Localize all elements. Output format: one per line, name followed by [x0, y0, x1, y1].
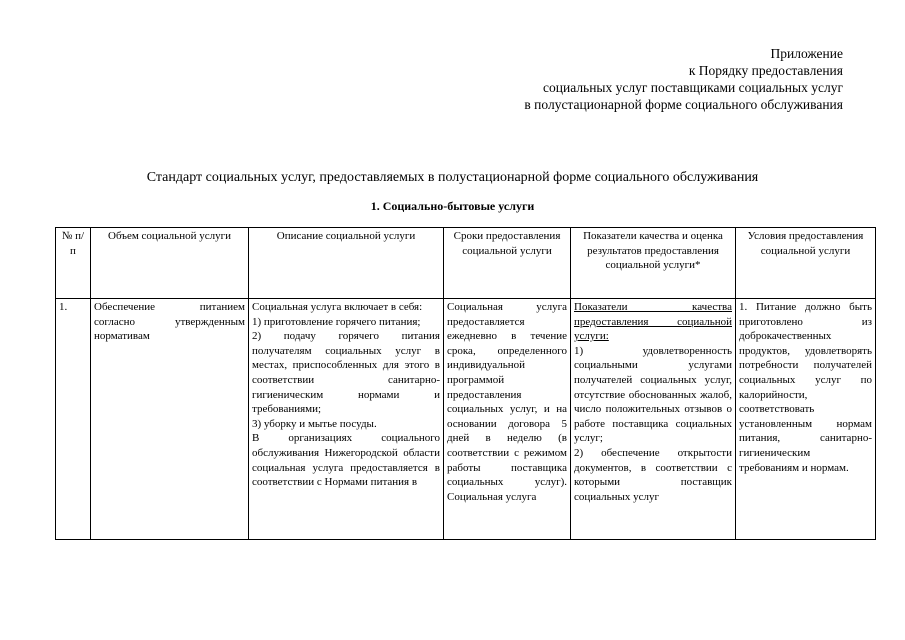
- description-line: 1) приготовление горячего питания;: [252, 315, 421, 328]
- cell-quality: [571, 299, 736, 540]
- description-line: 2) подачу горячего питания получателям социальных услуг в местах, приспособленных для этого в соответствии санитарно-гигиеническим нормами и требованиями;: [252, 330, 440, 416]
- cell-description: [249, 299, 444, 540]
- section-title: 1. Социально-бытовые услуги: [370, 199, 535, 213]
- header-terms: Сроки предоставления социальной услуги: [444, 228, 571, 299]
- standard-table: [55, 227, 876, 540]
- appendix-line: социальных услуг поставщиками социальных услуг: [543, 80, 843, 95]
- description-line: 3) уборку и мытье посуды.: [252, 417, 377, 430]
- document-title: Стандарт социальных услуг, предоставляемых в полустационарной форме социального обслуживания: [146, 170, 759, 185]
- header-description: Описание социальной услуги: [249, 228, 444, 299]
- table-row: [56, 299, 876, 540]
- appendix-line: к Порядку предоставления: [688, 63, 843, 78]
- table-header-row: [56, 228, 876, 299]
- header-quality: Показатели качества и оценка результатов предоставления социальной услуги*: [571, 228, 736, 299]
- quality-item: 1) удовлетворенность социальными услугами получателей социальных услуг, отсутствие обоснованных жалоб, число положительных отзывов о работе поставщика социальных услуг;: [574, 344, 732, 445]
- quality-item: 2) обеспечение открытости документов, в соответствии с которыми поставщик социальных услуг: [574, 446, 732, 503]
- header-num: № п/п: [56, 228, 91, 299]
- appendix-line: Приложение: [770, 46, 843, 61]
- header-conditions: Условия предоставления социальной услуги: [736, 228, 876, 299]
- cell-volume: Обеспечение питанием согласно утвержденным нормативам: [91, 299, 249, 540]
- description-line: В организациях социального обслуживания Нижегородской области социальная услуга предоставляется в соответствии с Нормами питания в: [252, 432, 440, 489]
- cell-conditions: 1. Питание должно быть приготовлено из доброкачественных продуктов, удовлетворять потребности получателей социальных услуг по калорийности, соответствовать установленным нормам питания, санитарно-гигиеническим требованиям и нормам.: [736, 299, 876, 540]
- quality-heading: Показатели качества предоставления социальной услуги:: [574, 301, 732, 343]
- cell-num: 1.: [56, 299, 91, 540]
- appendix-block: [524, 45, 843, 113]
- appendix-line: в полустационарной форме социального обслуживания: [524, 97, 843, 112]
- cell-terms: Социальная услуга предоставляется ежедневно в течение срока, определенного индивидуальной программой предоставления социальных услуг, и на основании договора 5 дней в неделю (в соответствии с режимом работы поставщика социальных услуг). Социальная услуга: [444, 299, 571, 540]
- header-volume: Объем социальной услуги: [91, 228, 249, 299]
- description-line: Социальная услуга включает в себя:: [252, 301, 423, 313]
